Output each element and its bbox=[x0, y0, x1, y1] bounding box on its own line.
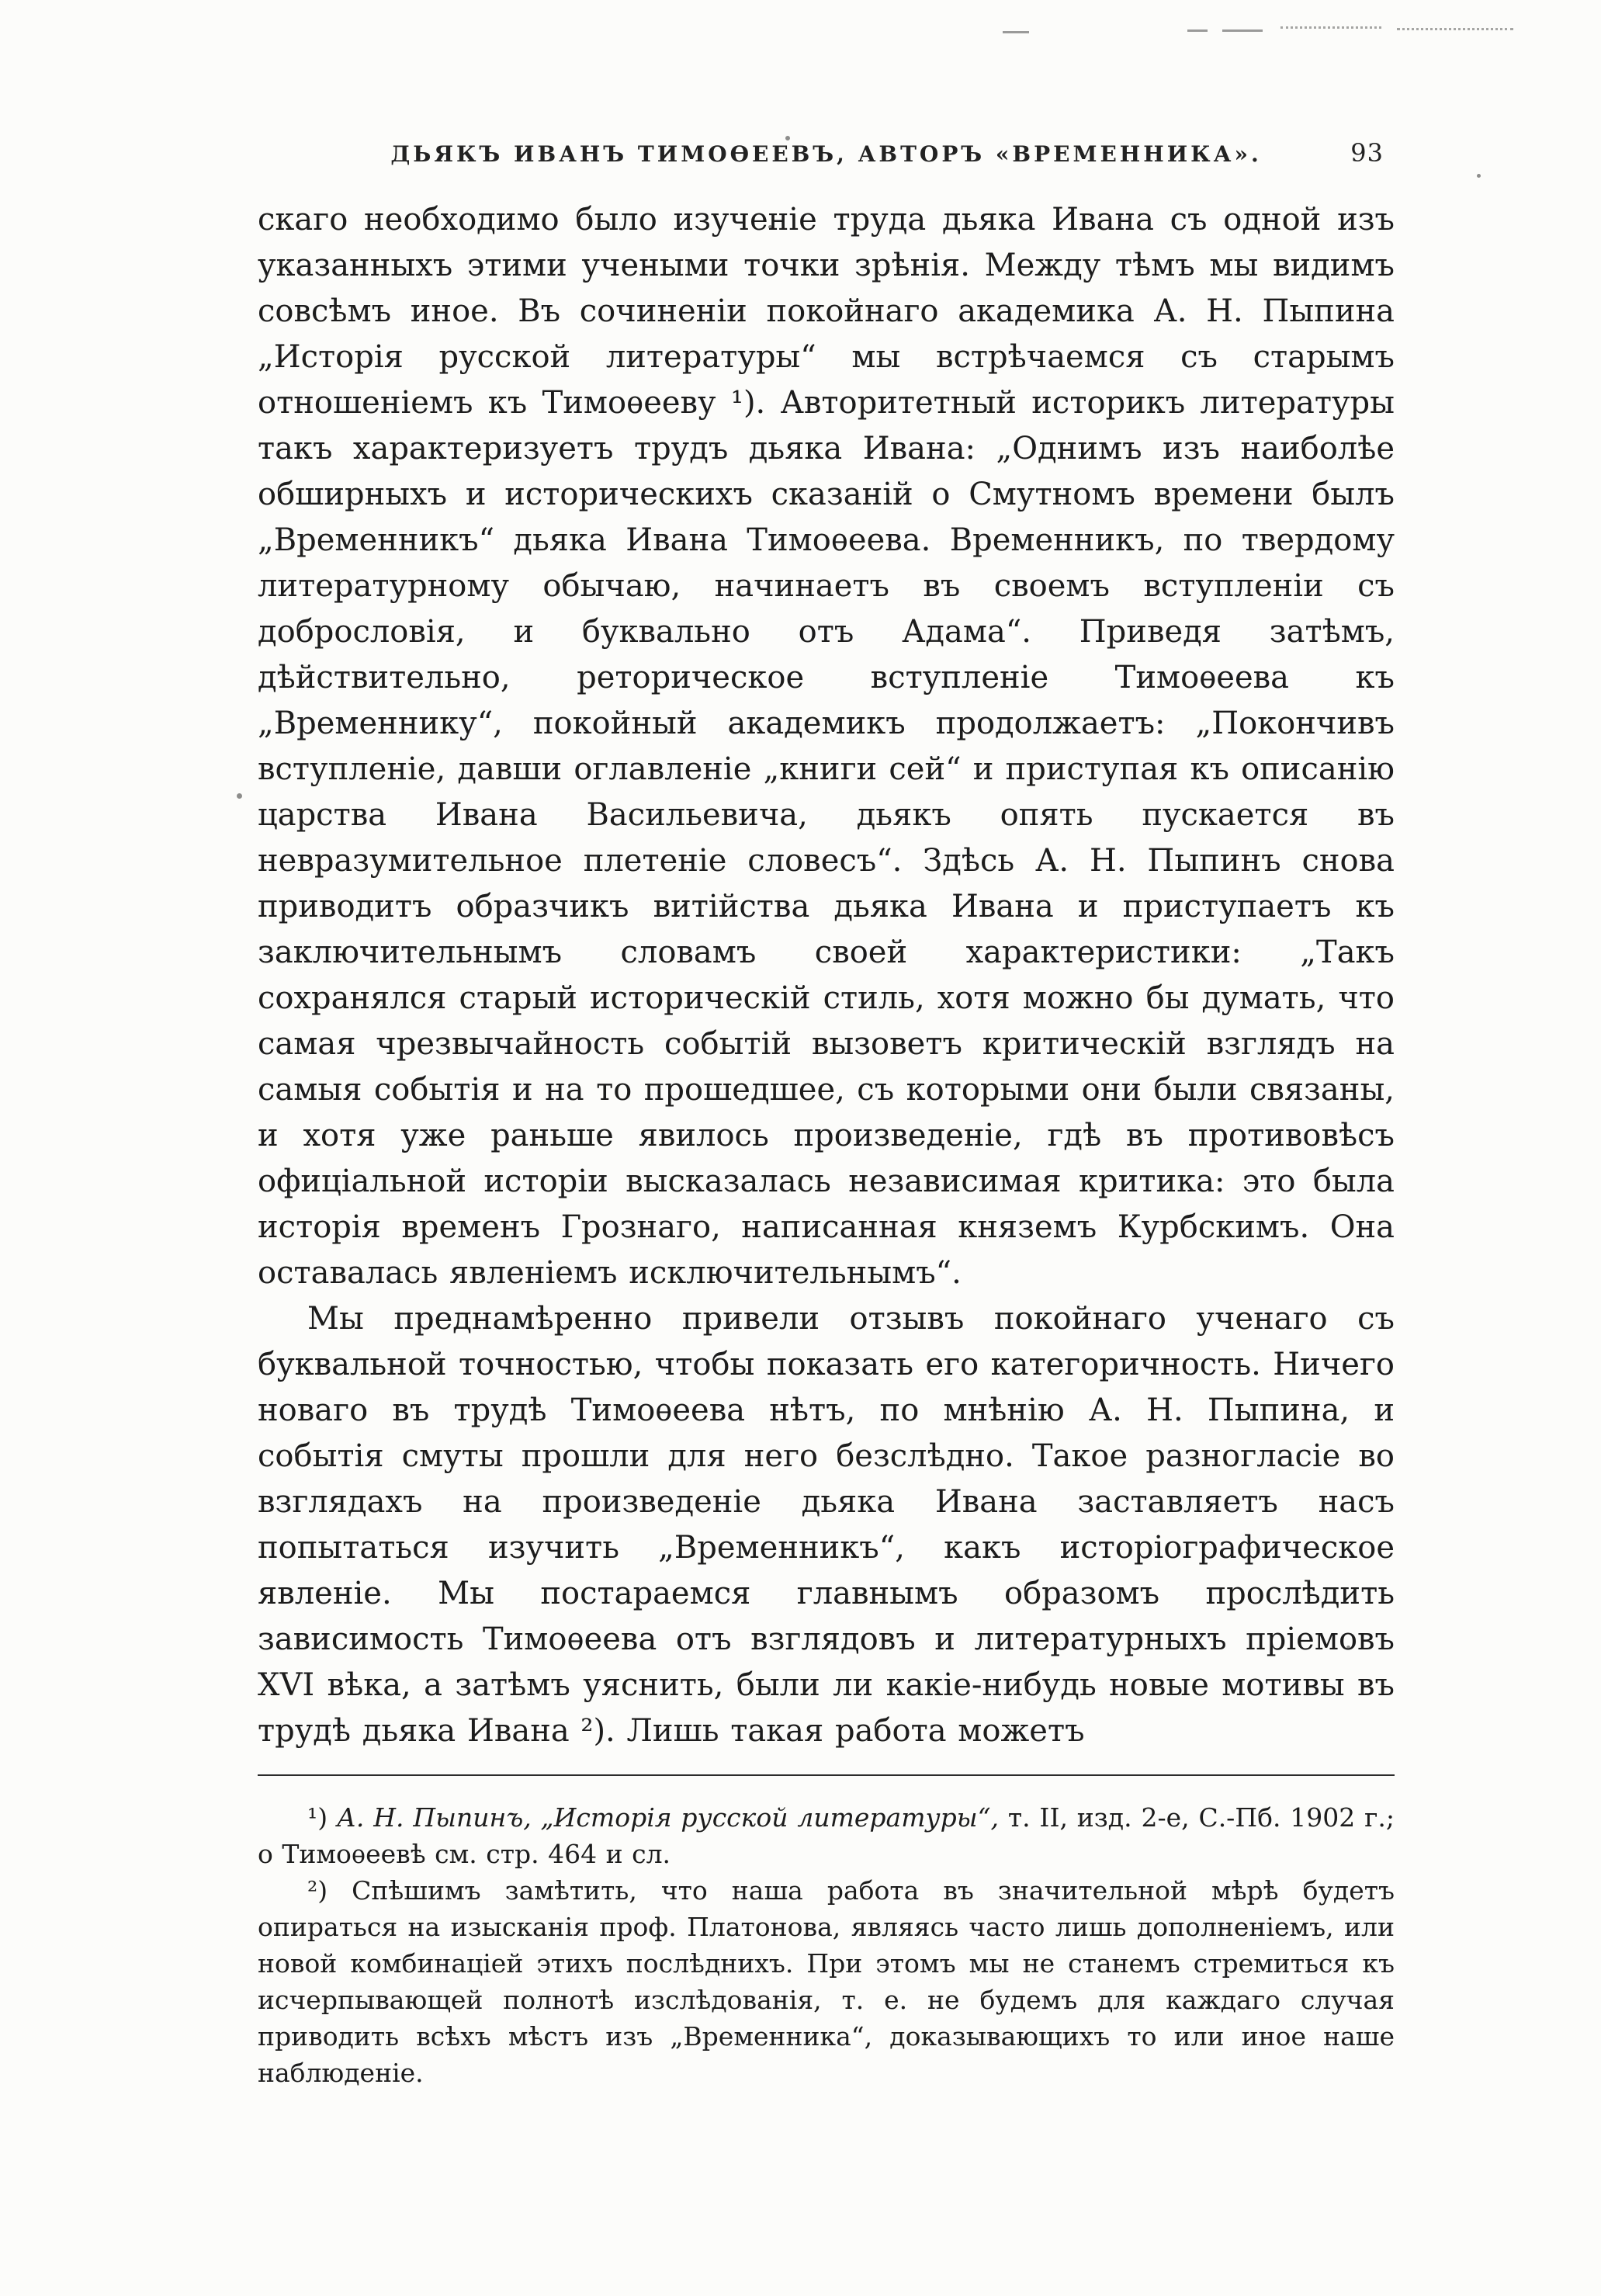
body-text bbox=[258, 197, 1395, 1754]
footnotes bbox=[258, 1799, 1395, 2091]
footnote bbox=[258, 1799, 1395, 1872]
footnote-text: т. II, изд. 2-е, С.-Пб. 1902 г.; о Тимоѳеевѣ см. стр. 464 и сл. bbox=[258, 1802, 1395, 1869]
page-number: 93 bbox=[1350, 138, 1384, 168]
footnote-marker: ²) bbox=[307, 1875, 328, 1906]
running-header bbox=[258, 138, 1395, 175]
footnote-marker: ¹) bbox=[307, 1802, 328, 1833]
scan-artifact bbox=[237, 793, 242, 799]
text-block bbox=[258, 138, 1395, 2091]
scan-artifact bbox=[1477, 174, 1481, 178]
body-paragraph: Мы преднамѣренно привели отзывъ покойнаго ученаго съ буквальной точностью, чтобы показать его категоричность. Ничего новаго въ трудѣ Тимоѳеева нѣтъ, по мнѣнію А. Н. Пыпина, и событія смуты прошли для него безслѣдно. Такое разногласіе во взглядахъ на произведеніе дьяка Ивана заставляетъ насъ попытаться изучить „Временникъ“, какъ исторіографическое явленіе. Мы постараемся главнымъ образомъ прослѣдить зависимость Тимоѳеева отъ взглядовъ и литературныхъ пріемовъ XVI вѣка, а затѣмъ уяснить, были ли какіе-нибудь новые мотивы въ трудѣ дьяка Ивана ²). Лишь такая работа можетъ bbox=[258, 1301, 1395, 1749]
body-paragraph: скаго необходимо было изученіе труда дьяка Ивана съ одной изъ указанныхъ этими учеными точки зрѣнія. Между тѣмъ мы видимъ совсѣмъ иное. Въ сочиненіи покойнаго академика А. Н. Пыпина „Исторія русской литературы“ мы встрѣчаемся съ старымъ отношеніемъ къ Тимоѳееву ¹). Авторитетный историкъ литературы такъ характеризуетъ трудъ дьяка Ивана: „Однимъ изъ наиболѣе обширныхъ и историческихъ сказаній о Смутномъ времени былъ „Временникъ“ дьяка Ивана Тимоѳеева. Временникъ, по твердому литературному обычаю, начинаетъ въ своемъ вступленіи съ добрословія, и буквально отъ Адама“. Приведя затѣмъ, дѣйствительно, реторическое вступленіе Тимоѳеева къ „Временнику“, покойный академикъ продолжаетъ: „Покончивъ вступленіе, давши оглавленіе „книги сей“ и приступая къ описанію царства Ивана Васильевича, дьякъ опять пускается въ невразумительное плетеніе словесъ“. Здѣсь А. Н. Пыпинъ снова приводитъ образчикъ витійства дьяка Ивана и приступаетъ къ заключительнымъ словамъ своей характеристики: „Такъ сохранялся старый историческій стиль, хотя можно бы думать, что самая чрезвычайность событій вызоветъ критическій взглядъ на самыя событія и на то прошедшее, съ которыми они были связаны, и хотя уже раньше явилось произведеніе, гдѣ въ противовѣсъ офиціальной исторіи высказалась независимая критика: это была исторія временъ Грознаго, написанная княземъ Курбскимъ. Она оставалась явленіемъ исключительнымъ“. bbox=[258, 202, 1395, 1291]
page-title: ДЬЯКЪ ИВАНЪ ТИМОѲЕЕВЪ, АВТОРЪ «ВРЕМЕННИКА». bbox=[390, 141, 1262, 167]
footnote-separator bbox=[258, 1774, 1395, 1776]
scan-artifact bbox=[1222, 29, 1263, 32]
footnote-text: Спѣшимъ замѣтить, что наша работа въ значительной мѣрѣ будетъ опираться на изысканія проф. Платонова, являясь часто лишь дополненіемъ, или новой комбинаціей этихъ послѣднихъ. При этомъ мы не станемъ стремиться къ исчерпывающей полнотѣ изслѣдованія, т. е. не будемъ для каждаго случая приводить всѣхъ мѣстъ изъ „Временника“, доказывающихъ то или иное наше наблюденіе. bbox=[258, 1875, 1395, 2088]
scan-artifact bbox=[1187, 29, 1208, 32]
scan-artifact bbox=[785, 136, 790, 140]
footnote bbox=[258, 1872, 1395, 2091]
footnote-author: А. Н. Пыпинъ, „Исторія русской литературы“, bbox=[327, 1802, 1000, 1833]
scan-artifact bbox=[1003, 31, 1029, 33]
scan-artifact bbox=[1280, 26, 1381, 29]
scan-artifact bbox=[1397, 28, 1513, 30]
